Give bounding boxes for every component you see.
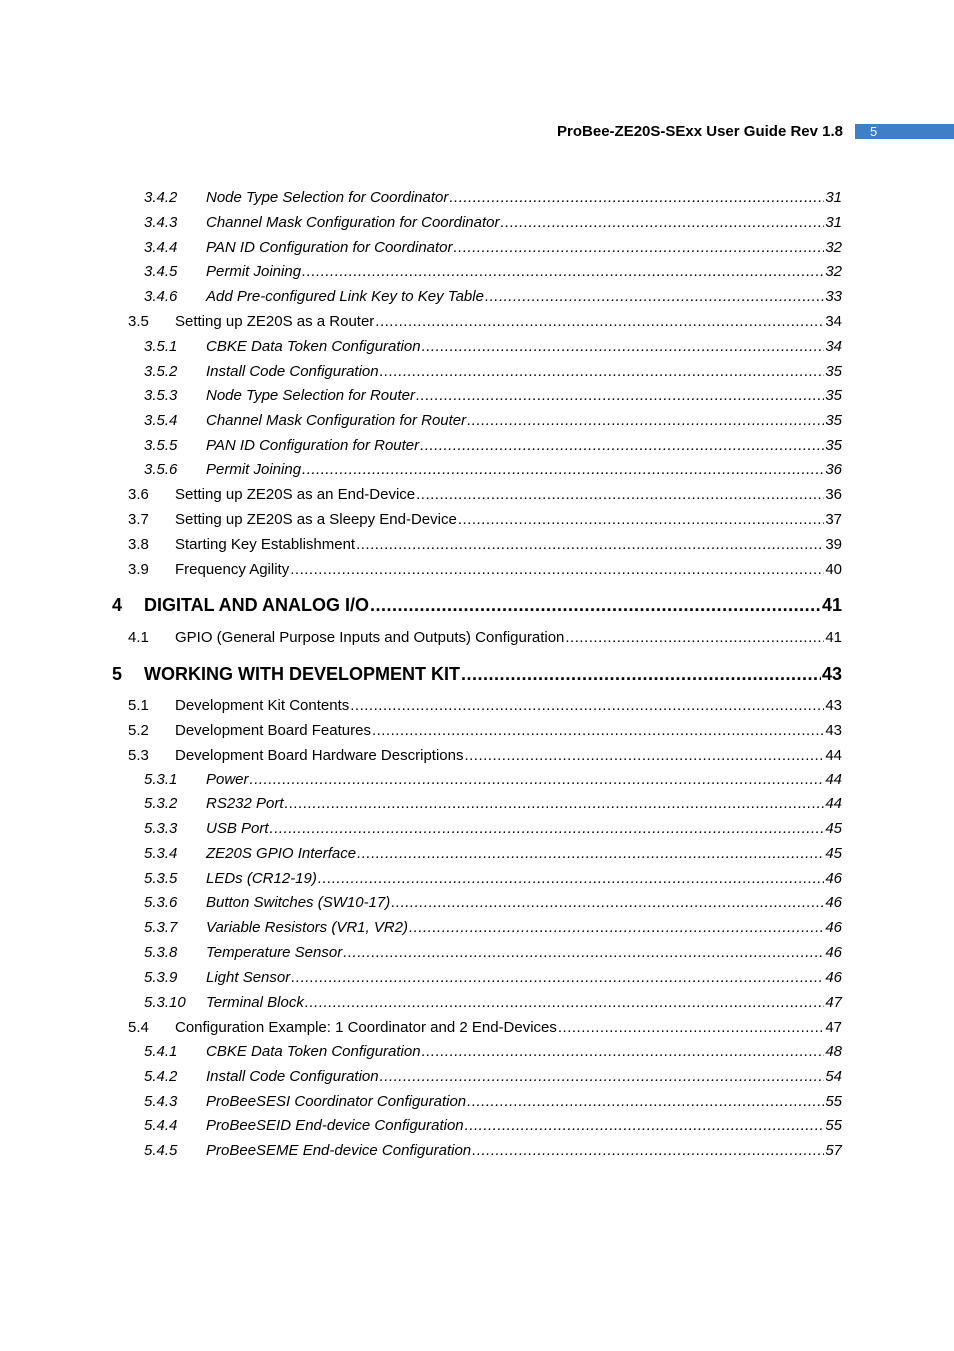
- toc-entry-number: 3.5.6: [144, 461, 178, 478]
- toc-subsection-entry[interactable]: [144, 1142, 842, 1164]
- toc-entry-number: 3.4.6: [144, 288, 178, 305]
- toc-subsection-entry[interactable]: [144, 1093, 842, 1115]
- toc-entry-title: Setting up ZE20S as a Sleepy End-Device: [175, 511, 457, 528]
- toc-entry-title: WORKING WITH DEVELOPMENT KIT: [144, 664, 460, 684]
- toc-entry-title: Install Code Configuration: [206, 1068, 379, 1085]
- toc-entry-number: 3.5.5: [144, 437, 178, 454]
- toc-entry-number: 5.3.3: [144, 820, 178, 837]
- dot-leader: [372, 722, 824, 739]
- toc-entry-page: 39: [825, 536, 842, 553]
- toc-entry-number: 5.4.1: [144, 1043, 178, 1060]
- toc-entry-number: 3.5: [128, 313, 149, 330]
- dot-leader: [409, 919, 824, 936]
- dot-leader: [285, 795, 825, 812]
- dot-leader: [357, 845, 824, 862]
- toc-entry-number: 5.3.4: [144, 845, 178, 862]
- toc-entry-title: LEDs (CR12-19): [206, 870, 317, 887]
- toc-entry-title: Development Kit Contents: [175, 697, 350, 714]
- toc-entry-number: 4: [112, 595, 123, 615]
- dot-leader: [465, 1117, 825, 1134]
- toc-subsection-entry[interactable]: [144, 795, 842, 817]
- dot-leader: [318, 870, 824, 887]
- toc-subsection-entry[interactable]: [144, 919, 842, 941]
- toc-entry-number: 3.8: [128, 536, 149, 553]
- page-header: [0, 121, 954, 141]
- toc-entry-number: 5.2: [128, 722, 149, 739]
- toc-entry-page: 34: [825, 313, 842, 330]
- dot-leader: [416, 387, 824, 404]
- toc-entry-number: 3.4.3: [144, 214, 178, 231]
- toc-subsection-entry[interactable]: [144, 239, 842, 261]
- toc-entry-page: 44: [825, 747, 842, 764]
- toc-entry-number: 3.5.3: [144, 387, 178, 404]
- toc-entry-page: 46: [825, 894, 842, 911]
- dot-leader: [422, 1043, 825, 1060]
- toc-entry-page: 45: [825, 845, 842, 862]
- dot-leader: [454, 239, 825, 256]
- toc-entry-title: Development Board Hardware Descriptions: [175, 747, 464, 764]
- toc-subsection-entry[interactable]: [144, 363, 842, 385]
- dot-leader: [420, 437, 824, 454]
- dot-leader: [380, 1068, 825, 1085]
- dot-leader: [391, 894, 824, 911]
- toc-entry-title: Permit Joining: [206, 263, 302, 280]
- toc-entry-page: 35: [825, 387, 842, 404]
- toc-subsection-entry[interactable]: [144, 771, 842, 793]
- toc-entry-title: ProBeeSEID End-device Configuration: [206, 1117, 464, 1134]
- toc-entry-number: 3.5.1: [144, 338, 178, 355]
- toc-entry-number: 5.3.10: [144, 994, 186, 1011]
- toc-entry-title: GPIO (General Purpose Inputs and Outputs) Configuration: [175, 629, 565, 646]
- toc-entry-page: 44: [825, 795, 842, 812]
- toc-subsection-entry[interactable]: [144, 969, 842, 991]
- dot-leader: [416, 486, 824, 503]
- toc-entry-title: Temperature Sensor: [206, 944, 343, 961]
- toc-entry-number: 5.4.4: [144, 1117, 178, 1134]
- toc-entry-title: RS232 Port: [206, 795, 284, 812]
- toc-section-entry[interactable]: [128, 536, 842, 558]
- toc-entry-number: 5.3.6: [144, 894, 178, 911]
- toc-entry-page: 35: [825, 412, 842, 429]
- toc-entry-title: Node Type Selection for Coordinator: [206, 189, 449, 206]
- toc-entry-page: 48: [825, 1043, 842, 1060]
- toc-entry-number: 5.3.9: [144, 969, 178, 986]
- toc-entry-number: 5.4: [128, 1019, 149, 1036]
- dot-leader: [485, 288, 824, 305]
- dot-leader: [291, 969, 824, 986]
- toc-entry-page: 46: [825, 944, 842, 961]
- toc-entry-number: 5: [112, 664, 123, 684]
- dot-leader: [290, 561, 824, 578]
- toc-section-entry[interactable]: [128, 697, 842, 719]
- toc-entry-title: Power: [206, 771, 249, 788]
- toc-entry-page: 55: [825, 1117, 842, 1134]
- toc-entry-number: 3.4.5: [144, 263, 178, 280]
- toc-entry-number: 3.5.4: [144, 412, 178, 429]
- toc-entry-number: 5.3.1: [144, 771, 178, 788]
- toc-entry-number: 3.9: [128, 561, 149, 578]
- toc-section-entry[interactable]: [128, 486, 842, 508]
- toc-entry-title: Variable Resistors (VR1, VR2): [206, 919, 409, 936]
- toc-entry-title: PAN ID Configuration for Router: [206, 437, 420, 454]
- toc-subsection-entry[interactable]: [144, 338, 842, 360]
- dot-leader: [343, 944, 824, 961]
- toc-entry-page: 32: [825, 263, 842, 280]
- toc-entry-page: 31: [825, 189, 842, 206]
- toc-entry-title: Setting up ZE20S as a Router: [175, 313, 375, 330]
- dot-leader: [302, 461, 824, 478]
- dot-leader: [356, 536, 824, 553]
- toc-entry-page: 36: [825, 461, 842, 478]
- dot-leader: [467, 412, 824, 429]
- document-title: ProBee-ZE20S-SExx User Guide Rev 1.8: [557, 123, 843, 140]
- toc-subsection-entry[interactable]: [144, 461, 842, 483]
- toc-entry-page: 33: [825, 288, 842, 305]
- toc-entry-number: 5.3: [128, 747, 149, 764]
- toc-chapter-entry[interactable]: [112, 664, 842, 690]
- toc-entry-title: Frequency Agility: [175, 561, 290, 578]
- toc-entry-page: 43: [821, 664, 842, 684]
- dot-leader: [302, 263, 824, 280]
- toc-entry-title: Node Type Selection for Router: [206, 387, 415, 404]
- toc-subsection-entry[interactable]: [144, 944, 842, 966]
- toc-entry-page: 32: [825, 239, 842, 256]
- dot-leader: [461, 664, 821, 685]
- toc-chapter-entry[interactable]: [112, 595, 842, 621]
- toc-subsection-entry[interactable]: [144, 1068, 842, 1090]
- toc-subsection-entry[interactable]: [144, 437, 842, 459]
- toc-entry-title: Setting up ZE20S as an End-Device: [175, 486, 416, 503]
- toc-entry-title: ProBeeSESI Coordinator Configuration: [206, 1093, 467, 1110]
- toc-entry-number: 5.4.3: [144, 1093, 178, 1110]
- toc-section-entry[interactable]: [128, 722, 842, 744]
- toc-entry-number: 4.1: [128, 629, 149, 646]
- toc-entry-page: 54: [825, 1068, 842, 1085]
- toc-entry-page: 46: [825, 870, 842, 887]
- toc-entry-page: 57: [825, 1142, 842, 1159]
- toc-entry-number: 5.3.2: [144, 795, 178, 812]
- toc-subsection-entry[interactable]: [144, 994, 842, 1016]
- toc-entry-number: 5.3.5: [144, 870, 178, 887]
- toc-entry-number: 5.3.8: [144, 944, 178, 961]
- toc-entry-page: 37: [825, 511, 842, 528]
- toc-entry-page: 35: [825, 363, 842, 380]
- toc-entry-page: 47: [825, 994, 842, 1011]
- dot-leader: [380, 363, 825, 380]
- toc-entry-title: Light Sensor: [206, 969, 291, 986]
- toc-section-entry[interactable]: [128, 629, 842, 651]
- toc-entry-page: 31: [825, 214, 842, 231]
- toc-entry-title: Channel Mask Configuration for Router: [206, 412, 467, 429]
- dot-leader: [370, 595, 821, 616]
- toc-entry-number: 5.4.5: [144, 1142, 178, 1159]
- dot-leader: [565, 629, 824, 646]
- toc-entry-page: 43: [825, 697, 842, 714]
- dot-leader: [467, 1093, 824, 1110]
- toc-entry-page: 35: [825, 437, 842, 454]
- toc-subsection-entry[interactable]: [144, 214, 842, 236]
- toc-entry-title: Install Code Configuration: [206, 363, 379, 380]
- toc-entry-number: 3.4.4: [144, 239, 178, 256]
- toc-entry-title: CBKE Data Token Configuration: [206, 338, 421, 355]
- dot-leader: [472, 1142, 824, 1159]
- toc-entry-title: Permit Joining: [206, 461, 302, 478]
- toc-subsection-entry[interactable]: [144, 189, 842, 211]
- dot-leader: [422, 338, 825, 355]
- toc-section-entry[interactable]: [128, 313, 842, 335]
- toc-entry-page: 43: [825, 722, 842, 739]
- toc-entry-number: 3.4.2: [144, 189, 178, 206]
- toc-entry-page: 45: [825, 820, 842, 837]
- dot-leader: [270, 820, 825, 837]
- toc-entry-number: 5.4.2: [144, 1068, 178, 1085]
- toc-entry-page: 36: [825, 486, 842, 503]
- toc-subsection-entry[interactable]: [144, 894, 842, 916]
- toc-subsection-entry[interactable]: [144, 412, 842, 434]
- dot-leader: [350, 697, 824, 714]
- toc-entry-title: USB Port: [206, 820, 269, 837]
- dot-leader: [250, 771, 825, 788]
- toc-entry-number: 5.3.7: [144, 919, 178, 936]
- toc-subsection-entry[interactable]: [144, 387, 842, 409]
- toc-entry-page: 46: [825, 969, 842, 986]
- toc-entry-title: ZE20S GPIO Interface: [206, 845, 357, 862]
- dot-leader: [464, 747, 824, 764]
- toc-subsection-entry[interactable]: [144, 845, 842, 867]
- toc-entry-page: 34: [825, 338, 842, 355]
- toc-section-entry[interactable]: [128, 1019, 842, 1041]
- toc-entry-title: Configuration Example: 1 Coordinator and 2 End-Devices: [175, 1019, 557, 1036]
- toc-entry-number: 3.5.2: [144, 363, 178, 380]
- toc-section-entry[interactable]: [128, 511, 842, 533]
- dot-leader: [375, 313, 824, 330]
- toc-entry-number: 3.6: [128, 486, 149, 503]
- toc-entry-title: Channel Mask Configuration for Coordinator: [206, 214, 500, 231]
- toc-subsection-entry[interactable]: [144, 288, 842, 310]
- page-number-badge: 5: [855, 124, 954, 139]
- dot-leader: [449, 189, 824, 206]
- toc-section-entry[interactable]: [128, 561, 842, 583]
- toc-entry-number: 3.7: [128, 511, 149, 528]
- toc-entry-title: ProBeeSEME End-device Configuration: [206, 1142, 472, 1159]
- toc-entry-page: 41: [821, 595, 842, 615]
- toc-entry-page: 44: [825, 771, 842, 788]
- toc-subsection-entry[interactable]: [144, 263, 842, 285]
- toc-subsection-entry[interactable]: [144, 820, 842, 842]
- toc-entry-title: Add Pre-configured Link Key to Key Table: [206, 288, 484, 305]
- toc-entry-title: PAN ID Configuration for Coordinator: [206, 239, 453, 256]
- toc-subsection-entry[interactable]: [144, 1117, 842, 1139]
- dot-leader: [305, 994, 824, 1011]
- toc-entry-page: 46: [825, 919, 842, 936]
- toc-entry-title: Development Board Features: [175, 722, 371, 739]
- toc-entry-title: Button Switches (SW10-17): [206, 894, 391, 911]
- dot-leader: [558, 1019, 824, 1036]
- toc-subsection-entry[interactable]: [144, 1043, 842, 1065]
- toc-entry-title: Terminal Block: [206, 994, 304, 1011]
- dot-leader: [458, 511, 824, 528]
- toc-entry-title: DIGITAL AND ANALOG I/O: [144, 595, 369, 615]
- toc-entry-page: 55: [825, 1093, 842, 1110]
- toc-entry-page: 47: [825, 1019, 842, 1036]
- dot-leader: [501, 214, 825, 231]
- toc-entry-page: 41: [825, 629, 842, 646]
- toc-entry-page: 40: [825, 561, 842, 578]
- toc-entry-title: CBKE Data Token Configuration: [206, 1043, 421, 1060]
- toc-section-entry[interactable]: [128, 747, 842, 769]
- toc-entry-number: 5.1: [128, 697, 149, 714]
- toc-subsection-entry[interactable]: [144, 870, 842, 892]
- toc-entry-title: Starting Key Establishment: [175, 536, 356, 553]
